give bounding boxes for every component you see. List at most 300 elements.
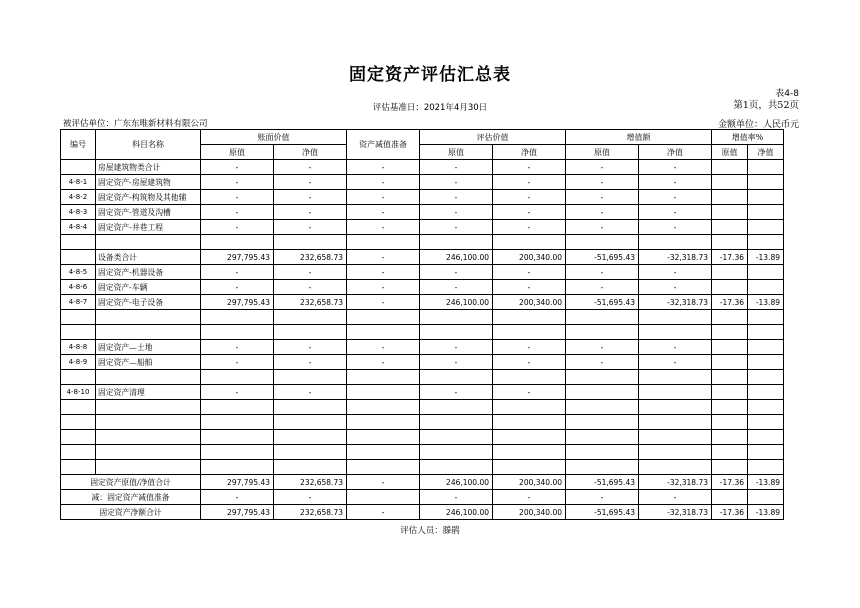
cell-rate-net: -13.89 bbox=[748, 250, 784, 265]
cell-increase-original: - bbox=[566, 220, 639, 235]
header-impairment: 资产减值准备 bbox=[347, 130, 420, 160]
summary-row bbox=[61, 505, 784, 520]
cell-impairment bbox=[347, 385, 420, 400]
cell-impairment bbox=[347, 490, 420, 505]
cell-increase-net: - bbox=[639, 265, 712, 280]
cell-rate-net bbox=[748, 190, 784, 205]
cell-increase-net bbox=[639, 400, 712, 415]
header-appraised-net: 净值 bbox=[493, 145, 566, 160]
table-row bbox=[61, 445, 784, 460]
header-book-original: 原值 bbox=[201, 145, 274, 160]
cell-increase-net: - bbox=[639, 340, 712, 355]
header-increase-original: 原值 bbox=[566, 145, 639, 160]
cell-book-original bbox=[201, 310, 274, 325]
row-name: 固定资产—土地 bbox=[96, 340, 201, 355]
cell-appraised-net bbox=[493, 415, 566, 430]
cell-appraised-net: - bbox=[493, 175, 566, 190]
cell-increase-original: -51,695.43 bbox=[566, 475, 639, 490]
cell-appraised-net: - bbox=[493, 490, 566, 505]
cell-appraised-original: - bbox=[420, 220, 493, 235]
table-row bbox=[61, 310, 784, 325]
cell-increase-net bbox=[639, 370, 712, 385]
cell-book-net: - bbox=[274, 355, 347, 370]
table-row bbox=[61, 340, 784, 355]
row-code bbox=[61, 415, 96, 430]
cell-rate-net bbox=[748, 205, 784, 220]
cell-appraised-net bbox=[493, 310, 566, 325]
row-name: 固定资产-房屋建筑物 bbox=[96, 175, 201, 190]
table-number: 表4-8 bbox=[775, 89, 799, 99]
table-row bbox=[61, 250, 784, 265]
cell-increase-original bbox=[566, 430, 639, 445]
currency-unit: 金额单位：人民币元 bbox=[717, 120, 799, 130]
row-name: 设备类合计 bbox=[96, 250, 201, 265]
cell-increase-original: - bbox=[566, 160, 639, 175]
cell-appraised-net: 200,340.00 bbox=[493, 505, 566, 520]
cell-book-net bbox=[274, 325, 347, 340]
header-increase-rate: 增值率% bbox=[712, 130, 784, 145]
row-name: 房屋建筑物类合计 bbox=[96, 160, 201, 175]
row-code bbox=[61, 400, 96, 415]
cell-increase-original: - bbox=[566, 490, 639, 505]
cell-increase-net: -32,318.73 bbox=[639, 295, 712, 310]
cell-increase-net: - bbox=[639, 490, 712, 505]
cell-increase-net bbox=[639, 235, 712, 250]
row-code bbox=[61, 430, 96, 445]
cell-appraised-net: 200,340.00 bbox=[493, 475, 566, 490]
cell-appraised-net: - bbox=[493, 280, 566, 295]
cell-book-net: - bbox=[274, 160, 347, 175]
header-book-net: 净值 bbox=[274, 145, 347, 160]
cell-impairment: - bbox=[347, 295, 420, 310]
cell-increase-original: - bbox=[566, 175, 639, 190]
row-name bbox=[96, 325, 201, 340]
table-row bbox=[61, 190, 784, 205]
cell-impairment: - bbox=[347, 355, 420, 370]
cell-impairment bbox=[347, 235, 420, 250]
table-row bbox=[61, 280, 784, 295]
cell-book-net: - bbox=[274, 175, 347, 190]
cell-rate-original bbox=[712, 370, 748, 385]
cell-book-original: 297,795.43 bbox=[201, 250, 274, 265]
cell-book-original: - bbox=[201, 490, 274, 505]
row-name: 固定资产-井巷工程 bbox=[96, 220, 201, 235]
appraiser: 评估人员：滕鹃 bbox=[400, 526, 460, 536]
cell-increase-original: - bbox=[566, 355, 639, 370]
cell-increase-original: -51,695.43 bbox=[566, 295, 639, 310]
cell-book-net: - bbox=[274, 385, 347, 400]
cell-appraised-original: - bbox=[420, 160, 493, 175]
row-code: 4-8-4 bbox=[61, 220, 96, 235]
cell-rate-original: -17.36 bbox=[712, 295, 748, 310]
cell-rate-net: -13.89 bbox=[748, 295, 784, 310]
cell-appraised-original: - bbox=[420, 175, 493, 190]
table-row bbox=[61, 460, 784, 475]
cell-impairment: - bbox=[347, 340, 420, 355]
cell-rate-original bbox=[712, 325, 748, 340]
row-code: 4-8-8 bbox=[61, 340, 96, 355]
cell-rate-original bbox=[712, 490, 748, 505]
cell-book-original bbox=[201, 415, 274, 430]
table-row bbox=[61, 370, 784, 385]
cell-increase-original: - bbox=[566, 280, 639, 295]
cell-rate-net bbox=[748, 355, 784, 370]
cell-rate-net bbox=[748, 310, 784, 325]
cell-rate-original bbox=[712, 310, 748, 325]
cell-rate-net: -13.89 bbox=[748, 505, 784, 520]
cell-book-original: - bbox=[201, 220, 274, 235]
cell-appraised-original: - bbox=[420, 355, 493, 370]
cell-book-net bbox=[274, 370, 347, 385]
cell-book-original: - bbox=[201, 205, 274, 220]
cell-increase-net: -32,318.73 bbox=[639, 505, 712, 520]
cell-book-original: 297,795.43 bbox=[201, 505, 274, 520]
cell-book-net: - bbox=[274, 280, 347, 295]
cell-impairment: - bbox=[347, 250, 420, 265]
cell-rate-original bbox=[712, 430, 748, 445]
cell-impairment: - bbox=[347, 175, 420, 190]
cell-appraised-net: 200,340.00 bbox=[493, 295, 566, 310]
cell-increase-original bbox=[566, 370, 639, 385]
row-name: 固定资产-机器设备 bbox=[96, 265, 201, 280]
header-appraised-original: 原值 bbox=[420, 145, 493, 160]
cell-increase-original bbox=[566, 325, 639, 340]
row-name: 固定资产-车辆 bbox=[96, 280, 201, 295]
cell-rate-original bbox=[712, 265, 748, 280]
cell-impairment bbox=[347, 325, 420, 340]
cell-rate-original bbox=[712, 400, 748, 415]
cell-rate-original bbox=[712, 445, 748, 460]
cell-appraised-original: - bbox=[420, 340, 493, 355]
cell-impairment: - bbox=[347, 475, 420, 490]
cell-book-original: - bbox=[201, 340, 274, 355]
cell-book-original bbox=[201, 235, 274, 250]
table-row bbox=[61, 325, 784, 340]
cell-increase-net: - bbox=[639, 190, 712, 205]
cell-appraised-net: - bbox=[493, 265, 566, 280]
row-code bbox=[61, 370, 96, 385]
cell-rate-net bbox=[748, 445, 784, 460]
cell-rate-net bbox=[748, 385, 784, 400]
cell-book-net: 232,658.73 bbox=[274, 295, 347, 310]
cell-increase-net bbox=[639, 325, 712, 340]
header-name: 科目名称 bbox=[96, 130, 201, 160]
cell-rate-net bbox=[748, 280, 784, 295]
cell-appraised-original bbox=[420, 370, 493, 385]
cell-appraised-original: - bbox=[420, 205, 493, 220]
cell-impairment: - bbox=[347, 190, 420, 205]
cell-rate-net bbox=[748, 460, 784, 475]
cell-increase-net: - bbox=[639, 220, 712, 235]
table-row bbox=[61, 265, 784, 280]
cell-increase-original bbox=[566, 385, 639, 400]
cell-impairment bbox=[347, 445, 420, 460]
cell-increase-original: - bbox=[566, 340, 639, 355]
report-title: 固定资产评估汇总表 bbox=[349, 65, 511, 85]
cell-increase-net bbox=[639, 310, 712, 325]
row-code: 4-8-6 bbox=[61, 280, 96, 295]
cell-book-original: 297,795.43 bbox=[201, 475, 274, 490]
cell-book-net bbox=[274, 415, 347, 430]
cell-rate-original: -17.36 bbox=[712, 250, 748, 265]
cell-appraised-original: 246,100.00 bbox=[420, 295, 493, 310]
cell-book-net: - bbox=[274, 205, 347, 220]
cell-rate-net bbox=[748, 235, 784, 250]
cell-rate-net bbox=[748, 370, 784, 385]
cell-increase-net bbox=[639, 385, 712, 400]
cell-rate-original bbox=[712, 385, 748, 400]
row-code bbox=[61, 445, 96, 460]
cell-rate-original: -17.36 bbox=[712, 475, 748, 490]
cell-book-net bbox=[274, 235, 347, 250]
cell-rate-net bbox=[748, 160, 784, 175]
cell-appraised-original bbox=[420, 325, 493, 340]
cell-appraised-net bbox=[493, 235, 566, 250]
cell-book-net: - bbox=[274, 265, 347, 280]
cell-rate-net bbox=[748, 340, 784, 355]
row-name bbox=[96, 445, 201, 460]
table-row bbox=[61, 205, 784, 220]
cell-book-net bbox=[274, 430, 347, 445]
cell-appraised-original: - bbox=[420, 280, 493, 295]
table-row bbox=[61, 430, 784, 445]
table-row bbox=[61, 400, 784, 415]
table-row bbox=[61, 175, 784, 190]
cell-increase-net: - bbox=[639, 205, 712, 220]
cell-rate-net bbox=[748, 400, 784, 415]
header-rate-net: 净值 bbox=[748, 145, 784, 160]
header-appraised-value: 评估价值 bbox=[420, 130, 566, 145]
row-code: 4-8-9 bbox=[61, 355, 96, 370]
cell-rate-net bbox=[748, 490, 784, 505]
cell-book-net bbox=[274, 400, 347, 415]
row-code bbox=[61, 235, 96, 250]
cell-rate-net bbox=[748, 220, 784, 235]
cell-impairment bbox=[347, 430, 420, 445]
cell-appraised-original bbox=[420, 445, 493, 460]
cell-book-net: - bbox=[274, 490, 347, 505]
cell-rate-original bbox=[712, 205, 748, 220]
row-code bbox=[61, 325, 96, 340]
header-rate-original: 原值 bbox=[712, 145, 748, 160]
cell-appraised-net: 200,340.00 bbox=[493, 250, 566, 265]
row-name: 固定资产—船舶 bbox=[96, 355, 201, 370]
base-date: 评估基准日：2021年4月30日 bbox=[372, 103, 488, 113]
table-row bbox=[61, 385, 784, 400]
row-code: 4-8-10 bbox=[61, 385, 96, 400]
cell-increase-net: - bbox=[639, 280, 712, 295]
cell-impairment bbox=[347, 370, 420, 385]
cell-rate-original bbox=[712, 355, 748, 370]
cell-appraised-net bbox=[493, 400, 566, 415]
cell-rate-original bbox=[712, 460, 748, 475]
row-code bbox=[61, 460, 96, 475]
cell-rate-net bbox=[748, 265, 784, 280]
cell-appraised-net bbox=[493, 445, 566, 460]
cell-book-original: - bbox=[201, 265, 274, 280]
cell-appraised-net bbox=[493, 430, 566, 445]
cell-appraised-original: 246,100.00 bbox=[420, 250, 493, 265]
table-row bbox=[61, 235, 784, 250]
cell-appraised-original bbox=[420, 430, 493, 445]
cell-impairment: - bbox=[347, 160, 420, 175]
cell-book-net bbox=[274, 445, 347, 460]
cell-impairment: - bbox=[347, 220, 420, 235]
cell-book-original bbox=[201, 430, 274, 445]
cell-appraised-original: - bbox=[420, 385, 493, 400]
row-code: 4-8-5 bbox=[61, 265, 96, 280]
cell-book-original: - bbox=[201, 190, 274, 205]
row-name bbox=[96, 370, 201, 385]
cell-appraised-original bbox=[420, 460, 493, 475]
header-increase: 增值额 bbox=[566, 130, 712, 145]
cell-rate-original bbox=[712, 340, 748, 355]
cell-increase-net bbox=[639, 430, 712, 445]
cell-book-original: - bbox=[201, 160, 274, 175]
cell-rate-original bbox=[712, 220, 748, 235]
cell-appraised-original: - bbox=[420, 490, 493, 505]
cell-impairment bbox=[347, 400, 420, 415]
cell-appraised-net bbox=[493, 325, 566, 340]
cell-increase-original bbox=[566, 235, 639, 250]
row-name bbox=[96, 310, 201, 325]
cell-book-net: 232,658.73 bbox=[274, 475, 347, 490]
cell-impairment: - bbox=[347, 265, 420, 280]
cell-rate-original: -17.36 bbox=[712, 505, 748, 520]
cell-impairment bbox=[347, 460, 420, 475]
cell-book-net bbox=[274, 310, 347, 325]
cell-rate-original bbox=[712, 415, 748, 430]
cell-increase-original bbox=[566, 400, 639, 415]
cell-rate-original bbox=[712, 160, 748, 175]
header-code: 编号 bbox=[61, 130, 96, 160]
cell-rate-net bbox=[748, 415, 784, 430]
cell-appraised-original: 246,100.00 bbox=[420, 475, 493, 490]
cell-rate-original bbox=[712, 190, 748, 205]
cell-appraised-original bbox=[420, 400, 493, 415]
cell-increase-original: - bbox=[566, 265, 639, 280]
cell-book-original bbox=[201, 370, 274, 385]
cell-book-original bbox=[201, 445, 274, 460]
cell-book-original bbox=[201, 325, 274, 340]
cell-rate-original bbox=[712, 235, 748, 250]
cell-increase-net bbox=[639, 460, 712, 475]
cell-book-original bbox=[201, 460, 274, 475]
row-name: 固定资产-构筑物及其他辅 bbox=[96, 190, 201, 205]
cell-rate-original bbox=[712, 280, 748, 295]
row-name: 固定资产清理 bbox=[96, 385, 201, 400]
table-row bbox=[61, 355, 784, 370]
cell-appraised-net bbox=[493, 370, 566, 385]
cell-book-net: - bbox=[274, 220, 347, 235]
cell-increase-net: - bbox=[639, 160, 712, 175]
cell-book-original: - bbox=[201, 175, 274, 190]
cell-book-net: 232,658.73 bbox=[274, 505, 347, 520]
table-row bbox=[61, 220, 784, 235]
row-code: 4-8-1 bbox=[61, 175, 96, 190]
cell-increase-net: -32,318.73 bbox=[639, 250, 712, 265]
cell-appraised-net: - bbox=[493, 220, 566, 235]
cell-increase-original: - bbox=[566, 190, 639, 205]
row-code: 4-8-7 bbox=[61, 295, 96, 310]
summary-label: 减：固定资产减值准备 bbox=[61, 490, 201, 505]
summary-table bbox=[60, 129, 784, 520]
cell-increase-net: - bbox=[639, 355, 712, 370]
cell-appraised-net bbox=[493, 460, 566, 475]
cell-increase-original bbox=[566, 310, 639, 325]
summary-label: 固定资产净额合计 bbox=[61, 505, 201, 520]
cell-rate-net bbox=[748, 325, 784, 340]
cell-impairment: - bbox=[347, 280, 420, 295]
row-code bbox=[61, 310, 96, 325]
cell-impairment: - bbox=[347, 505, 420, 520]
cell-impairment bbox=[347, 415, 420, 430]
table-row bbox=[61, 160, 784, 175]
table-row bbox=[61, 295, 784, 310]
cell-appraised-net: - bbox=[493, 160, 566, 175]
summary-row bbox=[61, 490, 784, 505]
header-increase-net: 净值 bbox=[639, 145, 712, 160]
cell-appraised-original bbox=[420, 310, 493, 325]
cell-increase-net bbox=[639, 415, 712, 430]
appraised-unit: 被评估单位：广东东唯新材料有限公司 bbox=[63, 119, 208, 129]
row-code: 4-8-3 bbox=[61, 205, 96, 220]
cell-increase-original: - bbox=[566, 205, 639, 220]
header-book-value: 账面价值 bbox=[201, 130, 347, 145]
cell-increase-original bbox=[566, 415, 639, 430]
cell-appraised-net: - bbox=[493, 190, 566, 205]
cell-appraised-original bbox=[420, 415, 493, 430]
cell-impairment bbox=[347, 310, 420, 325]
row-code bbox=[61, 250, 96, 265]
row-name bbox=[96, 400, 201, 415]
cell-rate-net bbox=[748, 430, 784, 445]
page-info: 第1页，共52页 bbox=[733, 100, 799, 111]
cell-book-net: 232,658.73 bbox=[274, 250, 347, 265]
cell-rate-net: -13.89 bbox=[748, 475, 784, 490]
cell-appraised-original: - bbox=[420, 265, 493, 280]
summary-row bbox=[61, 475, 784, 490]
cell-appraised-net: - bbox=[493, 385, 566, 400]
cell-increase-original bbox=[566, 460, 639, 475]
row-name bbox=[96, 415, 201, 430]
table-row bbox=[61, 415, 784, 430]
cell-impairment: - bbox=[347, 205, 420, 220]
cell-book-original: - bbox=[201, 355, 274, 370]
cell-book-original: - bbox=[201, 385, 274, 400]
cell-appraised-net: - bbox=[493, 205, 566, 220]
cell-appraised-original: - bbox=[420, 190, 493, 205]
cell-book-original: - bbox=[201, 280, 274, 295]
cell-book-net bbox=[274, 460, 347, 475]
row-code bbox=[61, 160, 96, 175]
cell-increase-original bbox=[566, 445, 639, 460]
cell-appraised-net: - bbox=[493, 355, 566, 370]
cell-book-net: - bbox=[274, 190, 347, 205]
summary-label: 固定资产原值/净值合计 bbox=[61, 475, 201, 490]
cell-increase-original: -51,695.43 bbox=[566, 250, 639, 265]
row-name: 固定资产-电子设备 bbox=[96, 295, 201, 310]
cell-book-original: 297,795.43 bbox=[201, 295, 274, 310]
cell-appraised-original: 246,100.00 bbox=[420, 505, 493, 520]
row-name bbox=[96, 460, 201, 475]
cell-rate-original bbox=[712, 175, 748, 190]
cell-increase-net: -32,318.73 bbox=[639, 475, 712, 490]
cell-rate-net bbox=[748, 175, 784, 190]
cell-appraised-net: - bbox=[493, 340, 566, 355]
row-name bbox=[96, 430, 201, 445]
cell-increase-net bbox=[639, 445, 712, 460]
